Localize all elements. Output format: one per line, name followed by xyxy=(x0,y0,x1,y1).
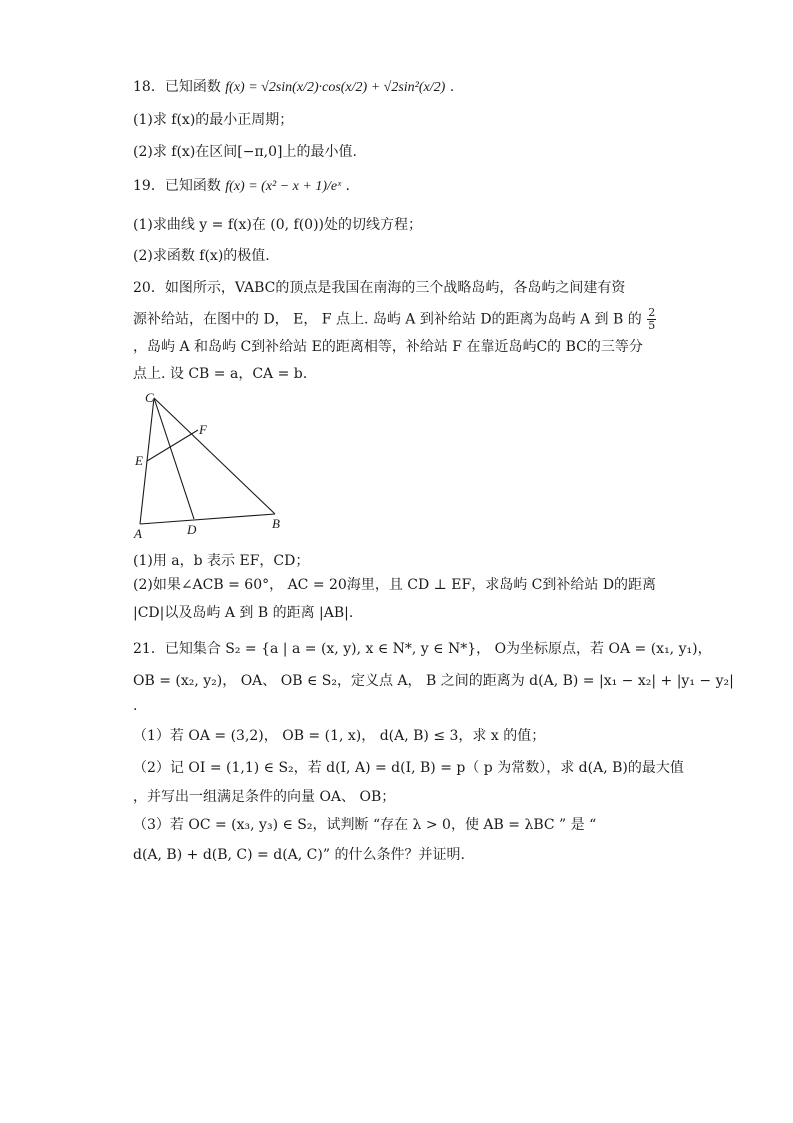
label-d: D xyxy=(187,522,197,537)
label-b: B xyxy=(272,516,280,531)
q20-part1: (1)用 a，b 表示 EF，CD； xyxy=(133,553,310,569)
label-a: A xyxy=(134,526,142,540)
q21-part3-line2: d(A, B) + d(B, C) = d(A, C)” 的什么条件？并证明. xyxy=(133,847,465,863)
q20-line3: ，岛屿 A 和岛屿 C到补给站 E的距离相等，补给站 F 在靠近岛屿C的 BC的三等分 xyxy=(133,339,643,355)
q21-part1: （1）若 OA = (3,2)， OB = (1, x)， d(A, B) ≤ 3，求 x 的值； xyxy=(133,728,546,744)
side-ab xyxy=(140,514,275,524)
q20-part2-line2: |CD|以及岛屿 A 到 B 的距离 |AB|. xyxy=(133,605,354,621)
q20-line2 xyxy=(133,307,657,332)
q19-stem-prefix: 19．已知函数 xyxy=(133,178,221,194)
q21-line2: OB = (x₂, y₂)， OA、 OB ∈ S₂，定义点 A， B 之间的距离为 d(A, B) = |x₁ − x₂| + |y₁ − y₂| xyxy=(133,673,734,689)
q18-part1: (1)求 f(x)的最小正周期； xyxy=(133,112,294,128)
q20-part2-line1: (2)如果∠ACB = 60°， AC = 20海里，且 CD ⊥ EF，求岛屿 C到补给站 D的距离 xyxy=(133,577,657,593)
q18-formula: f(x) = √2sin(x/2)·cos(x/2) + √2sin²(x/2) xyxy=(225,80,446,95)
q21-part3-line1: （3）若 OC = (x₃, y₃) ∈ S₂，试判断 “存在 λ > 0，使 AB = λBC ” 是 “ xyxy=(133,817,597,833)
q21-line3: . xyxy=(133,698,138,714)
q19-stem xyxy=(133,176,350,197)
q19-part1: (1)求曲线 y = f(x)在 (0, f(0))处的切线方程； xyxy=(133,217,423,233)
label-c: C xyxy=(145,390,154,405)
q19-formula: f(x) = (x² − x + 1)/eˣ xyxy=(225,179,342,194)
segment-cd xyxy=(154,398,194,519)
q20-line2-text: 源补给站，在图中的 D， E， F 点上. 岛屿 A 到补给站 D的距离为岛屿 A 到 B 的 xyxy=(133,311,642,328)
label-f: F xyxy=(199,422,207,437)
q18-stem-prefix: 18．已知函数 xyxy=(133,79,221,95)
q18-stem xyxy=(133,77,454,98)
q18-stem-suffix: . xyxy=(449,79,455,95)
label-e: E xyxy=(135,453,143,468)
segment-ef xyxy=(147,430,198,461)
q18-part2: (2)求 f(x)在区间[−π,0]上的最小值. xyxy=(133,144,357,160)
q19-part2: (2)求函数 f(x)的极值. xyxy=(133,248,270,264)
q19-stem-suffix: . xyxy=(345,178,350,194)
q20-line1: 20．如图所示，VABC的顶点是我国在南海的三个战略岛屿，各岛屿之间建有资 xyxy=(133,280,626,296)
q20-line4: 点上. 设 CB = a，CA = b. xyxy=(133,366,308,382)
q21-part2-line1: （2）记 OI = (1,1) ∈ S₂，若 d(I, A) = d(I, B) = p（ p 为常数），求 d(A, B)的最大值 xyxy=(133,760,684,776)
side-cb xyxy=(154,398,275,514)
q20-fraction xyxy=(647,307,656,332)
triangle-figure xyxy=(130,388,290,540)
q20-fraction-numerator: 2 xyxy=(648,306,656,319)
q21-line1: 21．已知集合 S₂ = {a | a = (x, y), x ∈ N*, y ∈ N*}， O为坐标原点，若 OA = (x₁, y₁)， xyxy=(133,641,712,657)
q20-fraction-denominator: 5 xyxy=(648,319,656,332)
q21-part2-line2: ，并写出一组满足条件的向量 OA、 OB； xyxy=(133,789,396,805)
